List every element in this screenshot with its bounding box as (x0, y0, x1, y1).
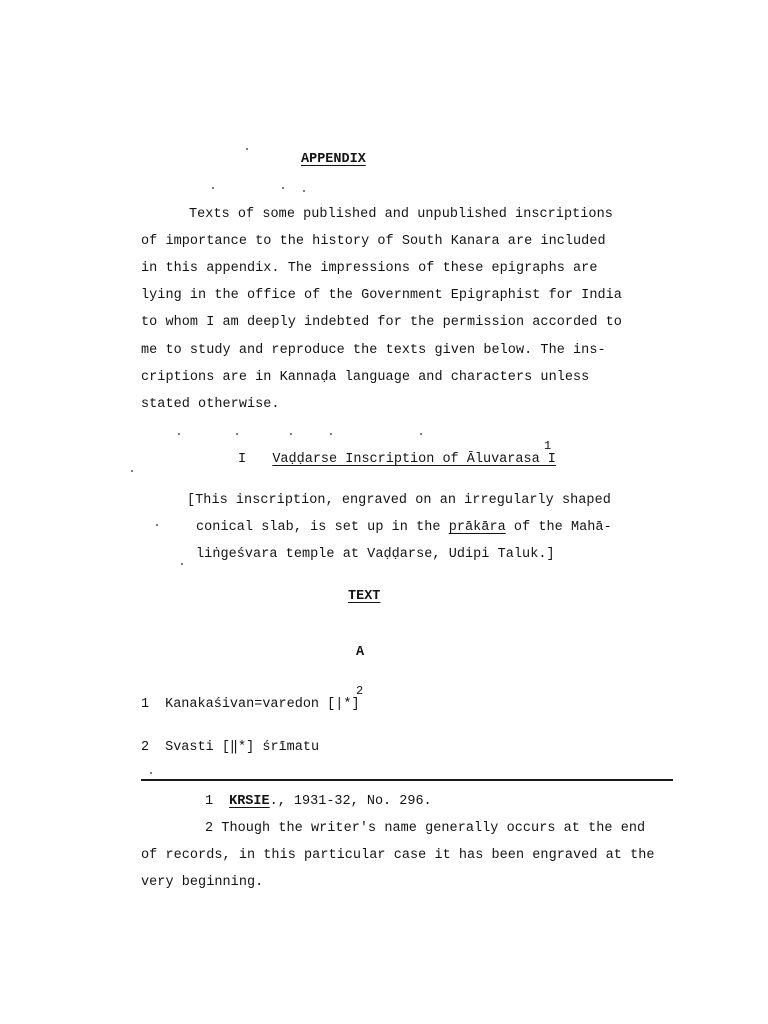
line-text: Svasti [‖*] śrīmatu (165, 740, 320, 755)
scan-speck (236, 433, 238, 435)
footnote-2-line: 2 Though the writer's name generally occurs at the end (205, 821, 646, 836)
note-text: of the Mahā- (505, 520, 612, 535)
page-title: APPENDIX (301, 152, 366, 167)
footnote-number: 1 (205, 794, 214, 809)
footnote-marker: 2 (356, 684, 364, 698)
intro-line: stated otherwise. (141, 397, 280, 412)
section-heading (238, 452, 556, 467)
section-number: I (238, 452, 247, 467)
footnote-2-line: of records, in this particular case it has been engraved at the (141, 848, 655, 863)
intro-line: lying in the office of the Government Epigraphist for India (141, 288, 622, 303)
footnote-abbr: KRSIE (229, 794, 270, 809)
scan-speck (330, 433, 332, 435)
scan-speck (181, 563, 183, 565)
intro-line: in this appendix. The impressions of these epigraphs are (141, 261, 598, 276)
intro-line: of importance to the history of South Kanara are included (141, 234, 606, 249)
note-text: conical slab, is set up in the (196, 520, 449, 535)
line-number: 2 (141, 740, 150, 755)
note-line: [This inscription, engraved on an irregularly shaped (187, 493, 611, 508)
section-title: Vaḍḍarse Inscription of Āluvarasa I (272, 452, 556, 467)
footnote-marker: 1 (544, 439, 552, 453)
scan-speck (178, 433, 180, 435)
scan-speck (246, 148, 248, 150)
note-term-prakara: prākāra (448, 520, 506, 535)
text-line (141, 697, 360, 712)
intro-line: me to study and reproduce the texts given below. The ins- (141, 343, 606, 358)
text-heading: TEXT (348, 589, 381, 604)
intro-line: Texts of some published and unpublished inscriptions (189, 207, 613, 222)
scan-speck (156, 524, 158, 526)
face-label: A (356, 645, 365, 660)
scan-speck (303, 190, 305, 192)
scan-speck (420, 433, 422, 435)
scan-speck (131, 470, 133, 472)
intro-line: to whom I am deeply indebted for the permission accorded to (141, 315, 622, 330)
footnote-text: ., 1931-32, No. 296. (269, 794, 432, 809)
note-line (196, 520, 612, 535)
note-line: liṅgeśvara temple at Vaḍḍarse, Udipi Taluk.] (196, 547, 555, 562)
line-number: 1 (141, 697, 150, 712)
scan-speck (290, 433, 292, 435)
footnote-1 (205, 794, 432, 809)
footnote-2-line: very beginning. (141, 875, 264, 890)
footnote-divider (141, 779, 673, 781)
scan-speck (212, 187, 214, 189)
intro-line: criptions are in Kannaḍa language and characters unless (141, 370, 590, 385)
text-line (141, 738, 319, 755)
scan-speck (282, 187, 284, 189)
scan-speck (150, 772, 152, 774)
line-text: Kanakaśivan=varedon [|*] (165, 697, 360, 712)
